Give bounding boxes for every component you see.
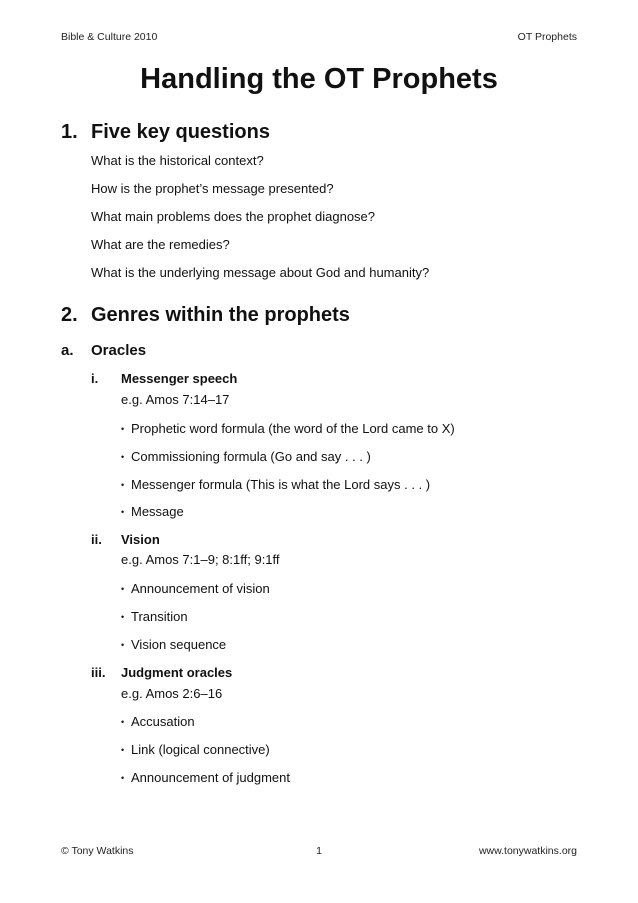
bullet-item: • Commissioning formula (Go and say . . . ) [121,449,371,464]
bullet-icon: • [121,773,125,783]
item-ii-example: e.g. Amos 7:1–9; 8:1ff; 9:1ff [121,552,280,567]
section-1-number: 1. [61,121,78,143]
section-2-title: Genres within the prophets [91,304,350,326]
bullet-icon: • [121,452,125,462]
item-ii-numeral: ii. [91,532,102,547]
bullet-icon: • [121,745,125,755]
footer-right: www.tonywatkins.org [478,845,577,857]
item-iii-example: e.g. Amos 2:6–16 [121,686,223,701]
header-right: OT Prophets [517,31,577,43]
item-iii-title: Judgment oracles [121,665,233,680]
item-iii-numeral: iii. [91,665,106,680]
subsection-a-letter: a. [61,342,74,359]
page-title: Handling the OT Prophets [140,63,498,95]
section-1-title: Five key questions [91,121,270,143]
bullet-icon: • [121,717,125,727]
bullet-icon: • [121,424,125,434]
footer-left: © Tony Watkins [61,845,134,857]
bullet-item: • Announcement of judgment [121,770,290,785]
subsection-a-title: Oracles [91,342,147,359]
bullet-item: • Accusation [121,714,195,729]
bullet-item: • Prophetic word formula (the word of the Lord came to X) [121,421,455,436]
bullet-icon: • [121,507,125,517]
question-item: What is the underlying message about God and humanity? [91,265,430,280]
question-item: What are the remedies? [91,237,230,252]
item-ii-title: Vision [121,532,160,547]
bullet-item: • Transition [121,609,188,624]
question-item: What is the historical context? [91,153,264,168]
header-left: Bible & Culture 2010 [61,31,158,43]
item-i-example: e.g. Amos 7:14–17 [121,392,230,407]
bullet-item: • Vision sequence [121,637,227,652]
item-i-numeral: i. [91,371,99,386]
bullet-item: • Announcement of vision [121,581,270,596]
bullet-icon: • [121,640,125,650]
bullet-item: • Message [121,504,184,519]
question-item: What main problems does the prophet diagnose? [91,209,376,224]
question-item: How is the prophet’s message presented? [91,181,334,196]
bullet-item: • Messenger formula (This is what the Lord says . . . ) [121,477,431,492]
item-i-title: Messenger speech [121,371,238,386]
bullet-icon: • [121,612,125,622]
section-2-number: 2. [61,304,78,326]
bullet-icon: • [121,584,125,594]
bullet-item: • Link (logical connective) [121,742,270,757]
bullet-icon: • [121,480,125,490]
page-number: 1 [316,845,322,857]
